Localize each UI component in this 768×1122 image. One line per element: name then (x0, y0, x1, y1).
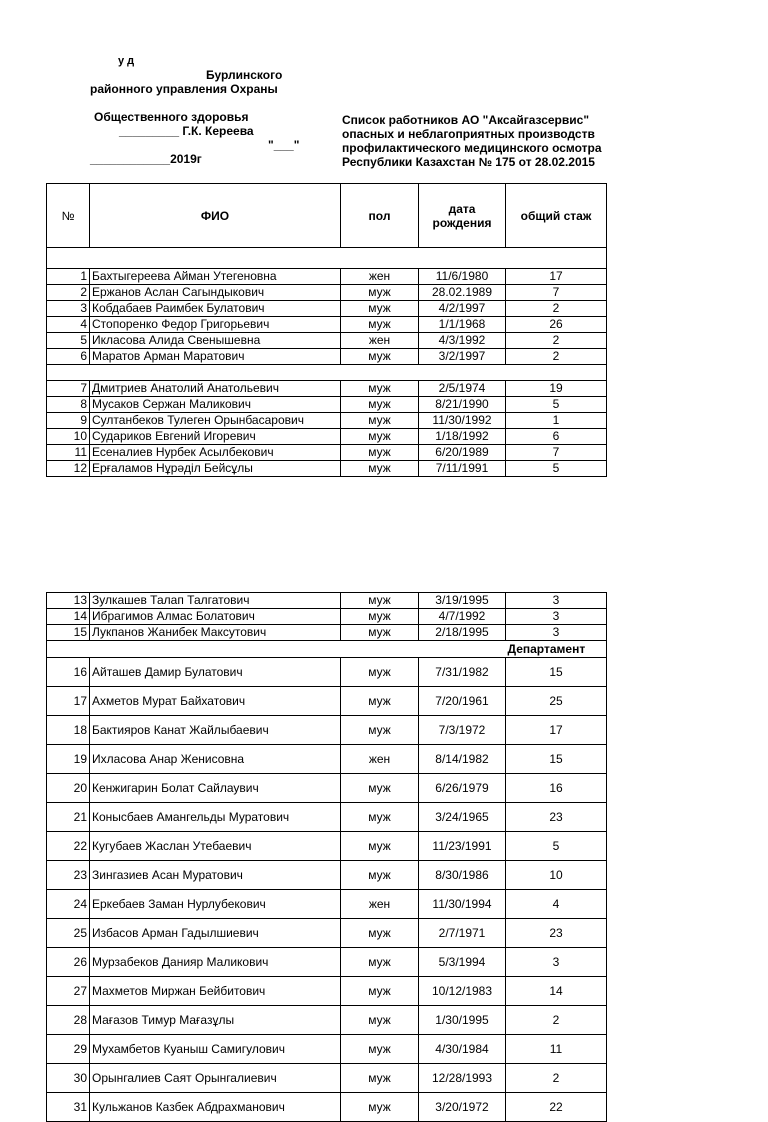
row-exp: 4 (506, 890, 607, 919)
row-dob: 3/24/1965 (419, 803, 506, 832)
row-sex: муж (341, 461, 419, 477)
row-number: 22 (47, 832, 90, 861)
row-dob: 5/3/1994 (419, 948, 506, 977)
row-dob: 4/30/1984 (419, 1035, 506, 1064)
row-number: 4 (47, 317, 90, 333)
row-fio: Лукпанов Жанибек Максутович (90, 625, 341, 641)
row-dob: 8/21/1990 (419, 397, 506, 413)
row-fio: Султанбеков Тулеген Орынбасарович (90, 413, 341, 429)
row-exp: 11 (506, 1035, 607, 1064)
row-number: 31 (47, 1093, 90, 1122)
row-fio: Кульжанов Казбек Абдрахманович (90, 1093, 341, 1122)
table-row (47, 716, 607, 745)
row-sex: муж (341, 593, 419, 609)
row-sex: муж (341, 1093, 419, 1122)
row-dob: 12/28/1993 (419, 1064, 506, 1093)
row-number: 29 (47, 1035, 90, 1064)
row-number: 28 (47, 1006, 90, 1035)
row-dob: 11/30/1992 (419, 413, 506, 429)
row-dob: 8/30/1986 (419, 861, 506, 890)
table-row (47, 919, 607, 948)
row-dob: 11/23/1991 (419, 832, 506, 861)
row-dob: 3/19/1995 (419, 593, 506, 609)
table-row (47, 269, 607, 285)
row-fio: Орынгалиев Саят Орынгалиевич (90, 1064, 341, 1093)
table-row (47, 1006, 607, 1035)
spacer-row (47, 248, 607, 269)
row-sex: муж (341, 381, 419, 397)
row-exp: 23 (506, 803, 607, 832)
row-exp: 25 (506, 687, 607, 716)
row-number: 30 (47, 1064, 90, 1093)
row-dob: 6/20/1989 (419, 445, 506, 461)
row-number: 10 (47, 429, 90, 445)
row-dob: 1/1/1968 (419, 317, 506, 333)
workers-table-bottom (46, 592, 607, 1122)
row-sex: муж (341, 413, 419, 429)
row-exp: 3 (506, 609, 607, 625)
row-fio: Мухамбетов Куаныш Самигулович (90, 1035, 341, 1064)
row-number: 12 (47, 461, 90, 477)
row-fio: Дмитриев Анатолий Анатольевич (90, 381, 341, 397)
table-row (47, 397, 607, 413)
table-row (47, 832, 607, 861)
approval-line-3: Общественного здоровья (94, 110, 249, 124)
spacer-row (47, 365, 607, 381)
row-fio: Кенжигарин Болат Сайлаувич (90, 774, 341, 803)
row-dob: 4/2/1997 (419, 301, 506, 317)
table-row (47, 948, 607, 977)
title-line-1: Список работников АО "Аксайгазсервис" (342, 113, 590, 127)
table-row (47, 774, 607, 803)
row-fio: Зулкашев Талап Талгатович (90, 593, 341, 609)
table-row (47, 625, 607, 641)
row-fio: Маратов Арман Маратович (90, 349, 341, 365)
row-fio: Бахтыгереева Айман Утегеновна (90, 269, 341, 285)
row-number: 6 (47, 349, 90, 365)
approval-date-quote: "___" (268, 138, 300, 152)
row-exp: 5 (506, 832, 607, 861)
section-row (47, 641, 607, 658)
row-number: 9 (47, 413, 90, 429)
spacer-cell (47, 248, 607, 269)
row-dob: 3/2/1997 (419, 349, 506, 365)
row-sex: муж (341, 716, 419, 745)
row-dob: 7/31/1982 (419, 658, 506, 687)
row-dob: 1/18/1992 (419, 429, 506, 445)
row-sex: муж (341, 349, 419, 365)
row-number: 17 (47, 687, 90, 716)
row-exp: 3 (506, 948, 607, 977)
table-row (47, 429, 607, 445)
row-sex: жен (341, 333, 419, 349)
row-number: 26 (47, 948, 90, 977)
table-row (47, 658, 607, 687)
row-dob: 2/5/1974 (419, 381, 506, 397)
table-row (47, 317, 607, 333)
row-sex: муж (341, 658, 419, 687)
row-fio: Еркебаев Заман Нурлубекович (90, 890, 341, 919)
table-row (47, 687, 607, 716)
row-sex: муж (341, 861, 419, 890)
row-fio: Ибрагимов Алмас Болатович (90, 609, 341, 625)
section-label: Департамент (506, 641, 607, 658)
table-row (47, 745, 607, 774)
row-sex: муж (341, 397, 419, 413)
row-fio: Бактияров Канат Жайлыбаевич (90, 716, 341, 745)
row-sex: муж (341, 625, 419, 641)
title-line-2: опасных и неблагоприятных производств (342, 127, 595, 141)
row-dob: 11/6/1980 (419, 269, 506, 285)
row-fio: Мағазов Тимур Мағазұлы (90, 1006, 341, 1035)
row-sex: муж (341, 774, 419, 803)
row-exp: 2 (506, 301, 607, 317)
row-number: 7 (47, 381, 90, 397)
row-fio: Конысбаев Амангельды Муратович (90, 803, 341, 832)
row-number: 27 (47, 977, 90, 1006)
row-exp: 15 (506, 745, 607, 774)
row-number: 21 (47, 803, 90, 832)
header-num: № (47, 184, 90, 248)
row-sex: муж (341, 919, 419, 948)
approval-line-2: районного управления Охраны (90, 82, 278, 96)
row-exp: 15 (506, 658, 607, 687)
row-exp: 2 (506, 1006, 607, 1035)
row-exp: 5 (506, 397, 607, 413)
row-number: 11 (47, 445, 90, 461)
row-fio: Мурзабеков Данияр Маликович (90, 948, 341, 977)
table-row (47, 861, 607, 890)
table-header-row (47, 184, 607, 248)
row-exp: 26 (506, 317, 607, 333)
row-sex: муж (341, 1006, 419, 1035)
row-dob: 2/18/1995 (419, 625, 506, 641)
row-exp: 2 (506, 349, 607, 365)
table-row (47, 381, 607, 397)
header-dob: дата рождения (419, 184, 506, 248)
row-dob: 10/12/1983 (419, 977, 506, 1006)
row-exp: 19 (506, 381, 607, 397)
row-fio: Избасов Арман Гадылшиевич (90, 919, 341, 948)
row-sex: муж (341, 429, 419, 445)
row-fio: Кугубаев Жаслан Утебаевич (90, 832, 341, 861)
row-exp: 7 (506, 285, 607, 301)
row-exp: 3 (506, 593, 607, 609)
row-number: 16 (47, 658, 90, 687)
table-row (47, 285, 607, 301)
row-fio: Ержанов Аслан Сагындыкович (90, 285, 341, 301)
row-dob: 11/30/1994 (419, 890, 506, 919)
row-dob: 3/20/1972 (419, 1093, 506, 1122)
row-number: 14 (47, 609, 90, 625)
row-exp: 10 (506, 861, 607, 890)
table-row (47, 1093, 607, 1122)
row-sex: муж (341, 445, 419, 461)
row-number: 5 (47, 333, 90, 349)
row-number: 1 (47, 269, 90, 285)
row-sex: муж (341, 285, 419, 301)
approval-line-1: Бурлинского (206, 68, 283, 82)
table-row (47, 1035, 607, 1064)
approval-signature: _________ Г.К. Кереева (119, 124, 254, 138)
table-row (47, 461, 607, 477)
row-sex: муж (341, 1035, 419, 1064)
row-number: 3 (47, 301, 90, 317)
row-fio: Стопоренко Федор Григорьевич (90, 317, 341, 333)
row-exp: 7 (506, 445, 607, 461)
row-dob: 28.02.1989 (419, 285, 506, 301)
row-sex: муж (341, 687, 419, 716)
section-empty-cell (47, 641, 506, 658)
header-sex: пол (341, 184, 419, 248)
row-number: 25 (47, 919, 90, 948)
row-exp: 1 (506, 413, 607, 429)
row-dob: 2/7/1971 (419, 919, 506, 948)
row-sex: муж (341, 948, 419, 977)
row-dob: 4/7/1992 (419, 609, 506, 625)
row-number: 15 (47, 625, 90, 641)
row-fio: Махметов Миржан Бейбитович (90, 977, 341, 1006)
table-row (47, 301, 607, 317)
row-number: 18 (47, 716, 90, 745)
row-sex: муж (341, 301, 419, 317)
row-fio: Ахметов Мурат Байхатович (90, 687, 341, 716)
header-fio: ФИО (90, 184, 341, 248)
row-exp: 14 (506, 977, 607, 1006)
row-exp: 17 (506, 269, 607, 285)
row-number: 19 (47, 745, 90, 774)
row-exp: 5 (506, 461, 607, 477)
row-dob: 7/11/1991 (419, 461, 506, 477)
row-exp: 17 (506, 716, 607, 745)
row-number: 24 (47, 890, 90, 919)
row-exp: 23 (506, 919, 607, 948)
row-dob: 8/14/1982 (419, 745, 506, 774)
row-sex: муж (341, 1064, 419, 1093)
row-fio: Ерғаламов Нұрәділ Бейсұлы (90, 461, 341, 477)
row-fio: Икласова Алида Свенышевна (90, 333, 341, 349)
row-fio: Кобдабаев Раимбек Булатович (90, 301, 341, 317)
row-exp: 22 (506, 1093, 607, 1122)
header-exp: общий стаж (506, 184, 607, 248)
table-row (47, 413, 607, 429)
row-fio: Зингазиев Асан Муратович (90, 861, 341, 890)
row-exp: 6 (506, 429, 607, 445)
table-row (47, 1064, 607, 1093)
table-row (47, 890, 607, 919)
row-number: 8 (47, 397, 90, 413)
approval-date-year: ____________2019г (90, 152, 202, 166)
row-number: 20 (47, 774, 90, 803)
row-fio: Ихласова Анар Женисовна (90, 745, 341, 774)
row-number: 23 (47, 861, 90, 890)
row-fio: Есеналиев Нурбек Асылбекович (90, 445, 341, 461)
table-row (47, 333, 607, 349)
table-row (47, 593, 607, 609)
title-line-4: Республики Казахстан № 175 от 28.02.2015 (342, 155, 595, 169)
row-sex: муж (341, 803, 419, 832)
row-sex: жен (341, 890, 419, 919)
row-exp: 3 (506, 625, 607, 641)
row-dob: 6/26/1979 (419, 774, 506, 803)
table-row (47, 803, 607, 832)
row-sex: муж (341, 977, 419, 1006)
row-exp: 16 (506, 774, 607, 803)
row-fio: Айташев Дамир Булатович (90, 658, 341, 687)
row-dob: 7/3/1972 (419, 716, 506, 745)
table-row (47, 349, 607, 365)
row-fio: Судариков Евгений Игоревич (90, 429, 341, 445)
workers-table-top (46, 183, 607, 477)
row-dob: 7/20/1961 (419, 687, 506, 716)
approval-cut-line: у д (118, 55, 135, 67)
table-row (47, 445, 607, 461)
title-line-3: профилактического медицинского осмотра (342, 141, 602, 155)
row-exp: 2 (506, 333, 607, 349)
table-row (47, 977, 607, 1006)
row-sex: муж (341, 317, 419, 333)
row-fio: Мусаков Сержан Маликович (90, 397, 341, 413)
row-dob: 4/3/1992 (419, 333, 506, 349)
row-number: 13 (47, 593, 90, 609)
table-row (47, 609, 607, 625)
row-exp: 2 (506, 1064, 607, 1093)
row-sex: муж (341, 609, 419, 625)
row-number: 2 (47, 285, 90, 301)
row-sex: жен (341, 269, 419, 285)
row-dob: 1/30/1995 (419, 1006, 506, 1035)
row-sex: жен (341, 745, 419, 774)
spacer-cell (47, 365, 607, 381)
row-sex: муж (341, 832, 419, 861)
